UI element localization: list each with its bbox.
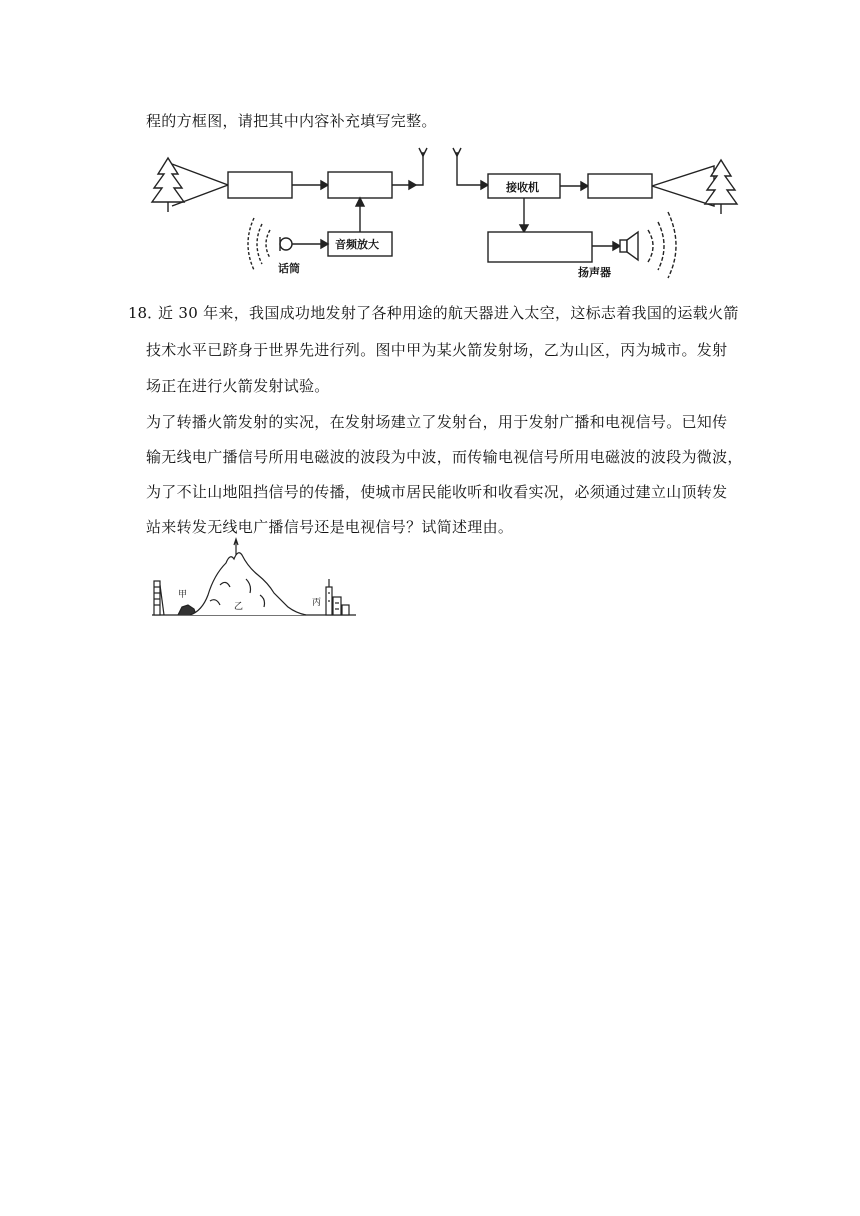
question-line-4: 为了转播火箭发射的实况，在发射场建立了发射台，用于发射广播和电视信号。已知传 bbox=[146, 413, 728, 431]
question-number: 18． bbox=[128, 304, 163, 322]
block-display bbox=[588, 174, 652, 198]
tree-icon-right bbox=[705, 160, 737, 214]
label-yi: 乙 bbox=[234, 602, 244, 612]
mountain-icon bbox=[190, 553, 306, 615]
label-jia: 甲 bbox=[178, 590, 188, 600]
question-line-5: 输无线电广播信号所用电磁波的波段为中波，而传输电视信号所用电磁波的波段为微波， bbox=[146, 448, 743, 466]
receiver-label: 接收机 bbox=[506, 181, 539, 194]
speaker-icon bbox=[620, 232, 638, 260]
terrain-diagram bbox=[150, 535, 360, 620]
block-diagram bbox=[148, 146, 768, 281]
question-line-6: 为了不让山地阻挡信号的传播，使城市居民能收听和收看实况，必须通过建立山顶转发 bbox=[146, 483, 728, 501]
speaker-label: 扬声器 bbox=[578, 266, 611, 279]
block-modulator bbox=[328, 172, 392, 198]
question-line-1: 近 30 年来，我国成功地发射了各种用途的航天器进入太空，这标志着我国的运载火箭 bbox=[158, 304, 739, 322]
question-line-7: 站来转发无线电广播信号还是电视信号？试简述理由。 bbox=[146, 518, 514, 536]
question-line-2: 技术水平已跻身于世界先进行列。图中甲为某火箭发射场，乙为山区，丙为城市。发射 bbox=[146, 341, 728, 359]
label-bing: 丙 bbox=[312, 598, 322, 608]
mic-label: 话筒 bbox=[278, 262, 300, 275]
audio-amp-label: 音频放大 bbox=[335, 238, 379, 251]
intro-text: 程的方框图，请把其中内容补充填写完整。 bbox=[146, 112, 437, 130]
question-line-3: 场正在进行火箭发射试验。 bbox=[146, 377, 330, 395]
block-audio-out bbox=[488, 232, 592, 262]
city-icon bbox=[326, 579, 349, 615]
launch-tower-icon bbox=[154, 581, 164, 615]
block-oscillator bbox=[228, 172, 292, 198]
microphone-icon bbox=[280, 237, 292, 251]
